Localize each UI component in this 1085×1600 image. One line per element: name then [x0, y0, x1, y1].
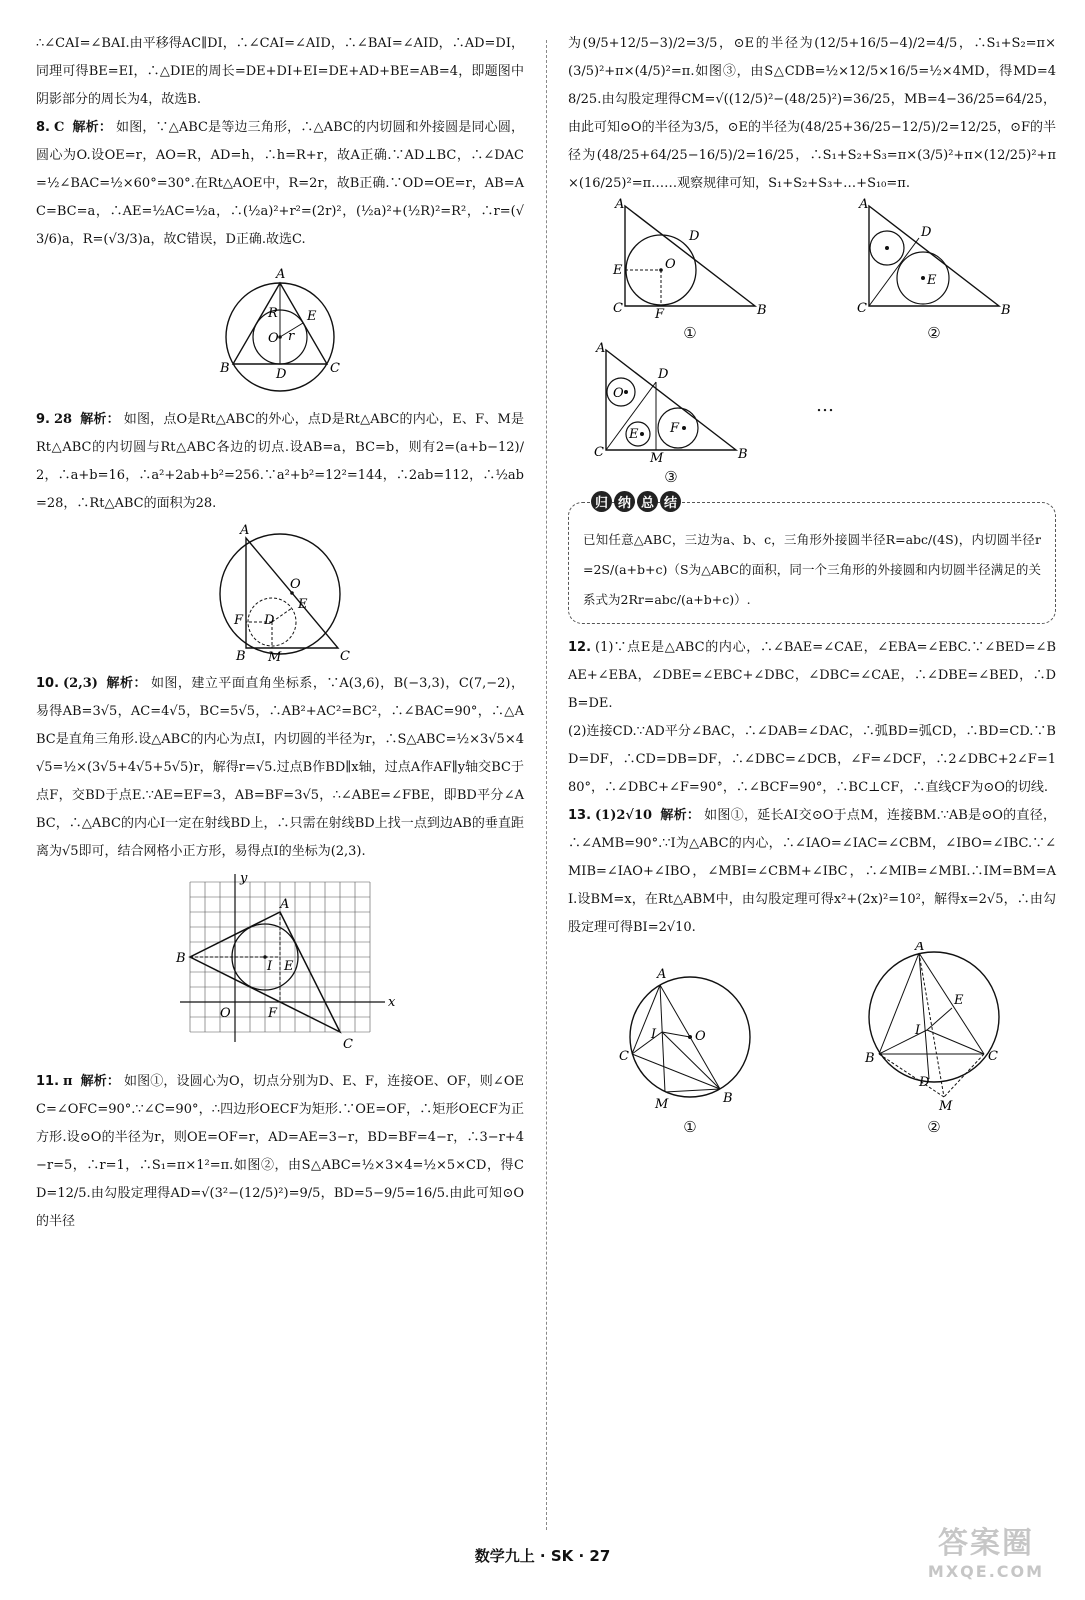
- fig11a-label-d: D: [689, 229, 700, 244]
- figure-q13-1: [605, 962, 775, 1136]
- fig9-label-c: C: [340, 649, 350, 664]
- fig11c-label-d: D: [658, 367, 669, 382]
- question-number-12: 12.: [568, 640, 592, 655]
- solution-12-part2: (2)连接CD.∵AD平分∠BAC，∴∠DAB=∠DAC，∴弧BD=弧CD，∴BD=CD.∵BD=DF，∴CD=DB=DF，∴∠DBC=∠DCB，∠F=∠DCF，∴2∠DBC+2∠F=180°，∴∠DBC+∠F=90°，∴∠BCF=90°，∴BC⊥CF，∴直线CF为⊙O的切线.: [568, 724, 1056, 795]
- question-number-11: 11.: [36, 1074, 60, 1089]
- solution-9: [36, 406, 524, 518]
- fig13a-label-o: O: [695, 1029, 706, 1044]
- fig11a-label-o: O: [665, 257, 676, 272]
- fig10-label-b: B: [176, 951, 186, 966]
- fig8-label-r-small: r: [288, 329, 295, 344]
- fig13a-label-i: I: [651, 1027, 657, 1042]
- fig9-label-m: M: [268, 650, 282, 664]
- fig10-label-c: C: [343, 1037, 353, 1052]
- fig11b-label-c: C: [857, 301, 867, 316]
- fig9-label-e: E: [298, 597, 308, 612]
- figure-q11-1: [605, 198, 775, 342]
- fig8-label-r-big: R: [268, 306, 278, 321]
- figure-q13-2: [849, 942, 1019, 1136]
- fig11c-label-a: A: [596, 342, 606, 356]
- fig11a-label-e: E: [613, 263, 623, 278]
- watermark-line-1: 答案圈: [938, 1526, 1034, 1561]
- solution-11-continued: 为(9/5+12/5−3)/2=3/5，⊙E的半径为(12/5+16/5−4)/2=4/5，∴S₁+S₂=π×(3/5)²+π×(4/5)²=π.如图③，由S△CDB=½×12/5×16/5=½×4MD，得MD=48/25.由勾股定理得CM=√((12/5)²−(48/25)²)=36/25，MB=4−36/25=64/25，由此可知⊙O的半径为3/5，⊙E的半径为(48/25+36/25−12/5)/2=12/25，⊙F的半径为(48/25+64/25−16/5)/2=16/25，∴S₁+S₂+S₃=π×(3/5)²+π×(12/25)²+π×(16/25)²=π……观察规律可知，S₁+S₂+S₃+…+S₁₀=π.: [568, 36, 1056, 191]
- fig13b-label-a: A: [915, 942, 925, 954]
- solution-text-8: 如图，∵△ABC是等边三角形，∴△ABC的内切圆和外接圆是同心圆，圆心为O.设OE=r，AO=R，AD=h，∴h=R+r，故A正确.∵AD⊥BC，∴∠DAC=½∠BAC=½×60°=30°.在Rt△AOE中，R=2r，故B正确.∵OD=OE=r，AB=AC=BC=a，∴AE=½AC=½a，∴(½a)²+r²=(2r)²，(½a)²+(½R)²=R²，∴r=(√3/6)a，R=(√3/3)a，故C错误，D正确.故选C.: [36, 120, 524, 247]
- fig13b-label-e: E: [954, 993, 964, 1008]
- answer-10: (2,3): [63, 676, 98, 691]
- fig9-label-d: D: [264, 613, 275, 628]
- fig11b-label-b: B: [1001, 303, 1011, 318]
- fig11c-label-e: E: [629, 427, 639, 442]
- fig10-label-a: A: [280, 897, 290, 912]
- summary-badge-char-4: 结: [660, 491, 681, 512]
- answer-13: (1)2√10: [595, 808, 653, 823]
- answer-11: π: [63, 1074, 73, 1089]
- solution-11: [36, 1068, 524, 1236]
- fig9-label-b: B: [236, 649, 246, 664]
- fig10-label-i: I: [267, 959, 273, 974]
- fig11c-label-m: M: [650, 451, 664, 462]
- figure-q11-2-caption: ②: [927, 324, 941, 342]
- fig11b-label-a: A: [859, 198, 869, 212]
- fig8-label-a: A: [276, 267, 286, 282]
- figure-q13-2-caption: ②: [927, 1118, 941, 1136]
- analysis-label-9: 解析：: [80, 412, 120, 427]
- solution-8: [36, 114, 524, 254]
- fig8-label-o: O: [268, 331, 279, 346]
- fig9-label-a: A: [240, 524, 250, 538]
- fig11a-label-b: B: [757, 303, 767, 318]
- solution-13: [568, 802, 1056, 942]
- figure-q11-3-caption: ③: [664, 468, 678, 486]
- fig11a-label-a: A: [615, 198, 625, 212]
- summary-badge-char-2: 纳: [614, 491, 635, 512]
- fig13a-label-a: A: [657, 967, 667, 982]
- paragraph-intro: ∴∠CAI=∠BAI.由平移得AC∥DI，∴∠CAI=∠AID，∴∠BAI=∠AID，∴AD=DI，同理可得BE=EI，∴△DIE的周长=DE+DI+EI=DE+AD+BE=AB=4，即题图中阴影部分的周长为4，故选B.: [36, 36, 524, 107]
- figure-q11-3: [586, 342, 756, 486]
- solution-10: [36, 670, 524, 866]
- fig11c-label-f: F: [670, 421, 680, 436]
- fig10-label-x: x: [388, 995, 396, 1010]
- summary-box: [568, 496, 1056, 624]
- fig11c-label-b: B: [738, 447, 748, 462]
- page-footer: 数学九上 · SK · 27: [474, 1547, 611, 1565]
- fig8-label-e: E: [307, 309, 317, 324]
- summary-badge-char-1: 归: [591, 491, 612, 512]
- fig11c-label-o: O: [613, 386, 624, 401]
- fig13b-label-d: D: [919, 1075, 930, 1090]
- fig8-label-c: C: [330, 361, 340, 376]
- summary-text: 已知任意△ABC，三边为a、b、c，三角形外接圆半径R=abc/(4S)，内切圆半径r=2S/(a+b+c)（S为△ABC的面积，同一个三角形的外接圆和内切圆半径满足的关系式为2Rr=abc/(a+b+c)）.: [583, 532, 1041, 607]
- left-column: [36, 30, 524, 1236]
- figure-q13-row: [568, 942, 1056, 1136]
- summary-badge-char-3: 总: [637, 491, 658, 512]
- solution-12: [568, 634, 1056, 718]
- column-divider: [546, 40, 547, 1530]
- right-column: [568, 30, 1056, 1136]
- fig13a-label-b: B: [723, 1091, 733, 1106]
- watermark-logo: [911, 1518, 1061, 1580]
- answer-8: C: [53, 120, 65, 135]
- solution-text-13: 如图①，延长AI交⊙O于点M，连接BM.∵AB是⊙O的直径，∴∠AMB=90°.∵I为△ABC的内心，∴∠IAO=∠IAC=∠CBM，∠IBO=∠IBC.∵∠MIB=∠IAO+∠IBO，∠MBI=∠CBM+∠IBC，∴∠MIB=∠MBI.∴IM=BM=AI.设BM=x，在Rt△ABM中，由勾股定理可得x²+(2x)²=10²，解得x=2√5，∴由勾股定理可得BI=2√10.: [568, 808, 1056, 935]
- fig8-label-d: D: [276, 367, 287, 382]
- answer-9: 28: [53, 412, 73, 427]
- fig13a-label-m: M: [655, 1097, 669, 1112]
- figure-q10: [150, 872, 410, 1062]
- question-number-13: 13.: [568, 808, 592, 823]
- watermark-line-2: MXQE.COM: [927, 1562, 1045, 1581]
- figure-q11-row: [568, 198, 1056, 342]
- analysis-label-10: 解析：: [105, 676, 147, 691]
- figure-q11-2: [849, 198, 1019, 342]
- question-number-9: 9.: [36, 412, 50, 427]
- question-number-8: 8.: [36, 120, 50, 135]
- fig13b-label-c: C: [988, 1049, 998, 1064]
- figure-q9: [180, 524, 380, 664]
- fig10-label-o: O: [220, 1006, 231, 1021]
- solution-text-9: 如图，点O是Rt△ABC的外心，点D是Rt△ABC的内心，E、F、M是Rt△ABC的内切圆与Rt△ABC各边的切点.设AB=a，BC=b，则有2=(a+b−12)/2，∴a+b=16，∴a²+2ab+b²=256.∵a²+b²=12²=144，∴2ab=112，∴½ab=28，∴Rt△ABC的面积为28.: [36, 412, 524, 511]
- fig13b-label-b: B: [865, 1051, 875, 1066]
- analysis-label-11: 解析：: [80, 1074, 121, 1089]
- fig9-label-o: O: [290, 577, 301, 592]
- fig10-label-y: y: [240, 872, 248, 886]
- fig13b-label-i: I: [915, 1023, 921, 1038]
- analysis-label-8: 解析：: [72, 120, 113, 135]
- fig9-label-f: F: [234, 613, 244, 628]
- figure-q8: [160, 260, 400, 400]
- fig10-label-f: F: [268, 1006, 278, 1021]
- fig8-label-b: B: [220, 361, 230, 376]
- solution-text-11: 如图①，设圆心为O，切点分别为D、E、F，连接OE、OF，则∠OEC=∠OFC=90°.∵∠C=90°，∴四边形OECF为矩形.∵OE=OF，∴矩形OECF为正方形.设⊙O的半径为r，则OE=OF=r，AD=AE=3−r，BD=BF=4−r，∴3−r+4−r=5，∴r=1，∴S₁=π×1²=π.如图②，由S△ABC=½×3×4=½×5×CD，得CD=12/5.由勾股定理得AD=√(3²−(12/5)²)=9/5，BD=5−9/5=16/5.由此可知⊙O的半径: [36, 1074, 524, 1229]
- solution-text-10: 如图，建立平面直角坐标系，∵A(3,6)，B(−3,3)，C(7,−2)，易得AB=3√5，AC=4√5，BC=5√5，∴AB²+AC²=BC²，∴∠BAC=90°，∴△ABC是直角三角形.设△ABC的内心为点I，内切圆的半径为r，∴S△ABC=½×3√5×4√5=½×(3√5+4√5+5√5)r，解得r=√5.过点B作BD∥x轴，过点A作AF∥y轴交BC于点F，交BD于点E.∵AE=EF=3，AB=BF=3√5，∴∠ABE=∠FBE，即BD平分∠ABC，∴△ABC的内心I一定在射线BD上，∴只需在射线BD上找一点到边AB的垂直距离为√5即可，结合网格小正方形，易得点I的坐标为(2,3).: [36, 676, 524, 859]
- figure-q11-row2: [586, 342, 1056, 486]
- fig11b-label-e: E: [927, 273, 937, 288]
- question-number-10: 10.: [36, 676, 60, 691]
- summary-badge: [591, 491, 681, 512]
- figure-ellipsis: …: [816, 395, 834, 416]
- solution-text-12-part1: (1)∵点E是△ABC的内心，∴∠BAE=∠CAE，∠EBA=∠EBC.∵∠BED=∠BAE+∠EBA，∠DBE=∠EBC+∠DBC，∠DBC=∠CAE，∴∠DBE=∠BED，∴DB=DE.: [568, 640, 1056, 711]
- analysis-label-13: 解析：: [660, 808, 701, 823]
- fig11b-label-d: D: [921, 225, 932, 240]
- fig10-label-e: E: [284, 959, 294, 974]
- fig11a-label-c: C: [613, 301, 623, 316]
- fig13b-label-m: M: [939, 1099, 953, 1112]
- fig11c-label-c: C: [594, 445, 604, 460]
- figure-q11-1-caption: ①: [683, 324, 697, 342]
- fig13a-label-c: C: [619, 1049, 629, 1064]
- fig11a-label-f: F: [655, 307, 665, 318]
- figure-q13-1-caption: ①: [683, 1118, 697, 1136]
